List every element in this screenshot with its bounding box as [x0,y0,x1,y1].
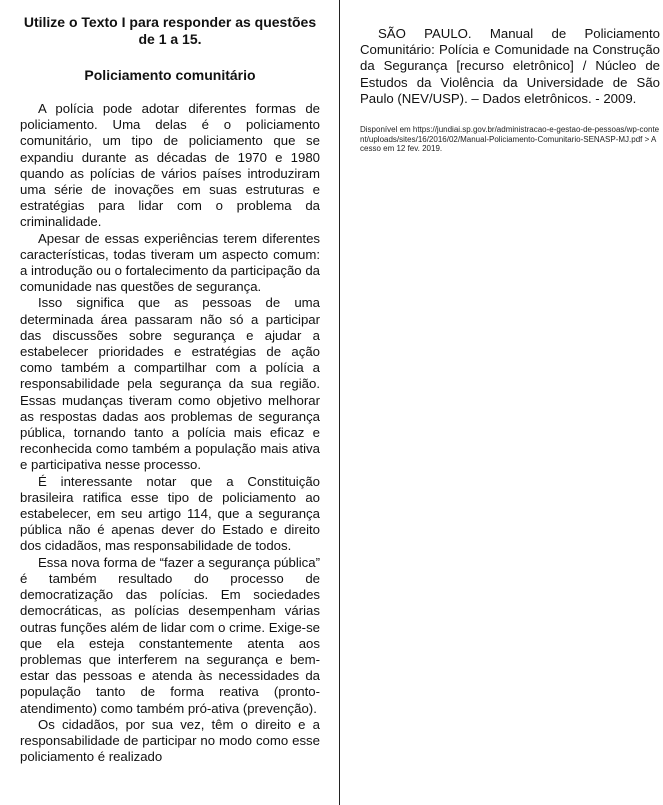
paragraph-4: É interessante notar que a Constituição brasileira ratifica esse tipo de policiamento ao estabelecer, em seu artigo 114, que a segurança pública não é apenas dever do Estado e direito dos cidadãos, mas responsabilidade de todos. [20,473,320,554]
paragraph-2: Apesar de essas experiências terem diferentes características, todas tiveram um aspecto comum: a introdução ou o fortalecimento da participação da comunidade nas questões de segurança. [20,230,320,295]
text-title: Policiamento comunitário [84,67,256,83]
right-column [360,26,660,154]
paragraph-1: A polícia pode adotar diferentes formas de policiamento. Uma delas é o policiamento comunitário, um tipo de policiamento que se expandiu durante as décadas de 1970 e 1980 quando as polícias de vários países introduziram uma série de inovações em suas estruturas e estratégias para lidar com o problema da criminalidade. [20,101,320,230]
column-divider [339,0,340,805]
paragraph-6: Os cidadãos, por sua vez, têm o direito e a responsabilidade de participar no modo como esse policiamento é realizado [20,716,320,765]
bibliographic-reference: SÃO PAULO. Manual de Policiamento Comunitário: Polícia e Comunidade na Construção da Segurança [recurso eletrônico] / Núcleo de Estudos da Violência da Universidade de São Paulo (NEV/USP). – Dados eletrônicos. - 2009. [360,26,660,106]
left-column [20,14,320,765]
instruction-heading: Utilize o Texto I para responder as questões de 1 a 15. [23,14,317,47]
paragraph-3: Isso significa que as pessoas de uma determinada área passaram não só a participar das discussões sobre segurança e ajudar a estabelecer prioridades e estratégias de ação como também a compartilhar com a polícia a responsabilidade pela segurança da sua região. Essas mudanças tiveram como objetivo melhorar as respostas dadas aos problemas de segurança pública, tornando tanto a polícia mais eficaz e reconhecida como também a população mais ativa e participativa nesse processo. [20,295,320,473]
paragraph-5: Essa nova forma de “fazer a segurança pública” é também resultado do processo de democratização das polícias. Em sociedades democráticas, as polícias desempenham várias outras funções além de lidar com o crime. Exige-se que ela esteja constantemente atenta aos problemas que interferem na segurança e bem-estar das pessoas e atenda às necessidades da população tanto de forma reativa (pronto-atendimento) como também pró-ativa (prevenção). [20,554,320,716]
source-citation: Disponível em https://jundiai.sp.gov.br/administracao-e-gestao-de-pessoas/wp-content/uploads/sites/16/2016/02/Manual-Policiamento-Comunitario-SENASP-MJ.pdf > Acesso em 12 fev. 2019. [360,125,660,154]
